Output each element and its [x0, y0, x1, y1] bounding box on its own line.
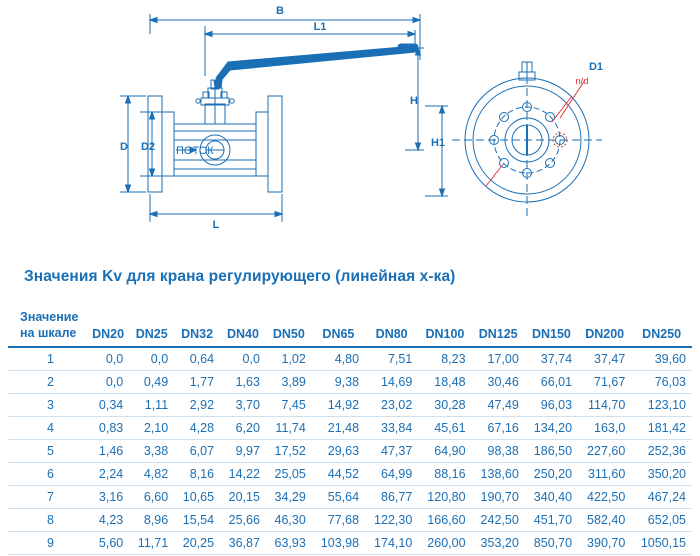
section-title: Значения Kv для крана регулирующего (линейная х-ка)	[24, 268, 456, 285]
cell-value: 1,77	[174, 371, 220, 394]
cell-value: 174,10	[365, 532, 418, 555]
cell-value: 39,60	[631, 348, 692, 371]
cell-value: 123,10	[631, 394, 692, 417]
cell-value: 114,70	[578, 394, 631, 417]
cell-value: 0,0	[87, 371, 129, 394]
column-header-dn200: DN200	[585, 327, 625, 342]
column-header-dn50: DN50	[272, 327, 305, 342]
cell-value: 14,92	[312, 394, 365, 417]
cell-value: 122,30	[365, 509, 418, 532]
column-header-dn100: DN100	[425, 327, 465, 342]
cell-value: 0,0	[129, 348, 174, 371]
cell-value: 311,60	[578, 463, 631, 486]
cell-value: 242,50	[472, 509, 525, 532]
cell-value: 20,25	[174, 532, 220, 555]
cell-value: 2,24	[87, 463, 129, 486]
cell-value: 181,42	[631, 417, 692, 440]
cell-value: 37,74	[525, 348, 578, 371]
cell-value: 120,80	[418, 486, 471, 509]
cell-value: 8,16	[174, 463, 220, 486]
cell-value: 64,99	[365, 463, 418, 486]
cell-value: 138,60	[472, 463, 525, 486]
cell-value: 47,49	[472, 394, 525, 417]
cell-value: 353,20	[472, 532, 525, 555]
cell-value: 9,97	[220, 440, 266, 463]
cell-value: 3,70	[220, 394, 266, 417]
table-row	[8, 463, 692, 486]
cell-value: 186,50	[525, 440, 578, 463]
cell-scale: 5	[8, 440, 87, 463]
cell-scale: 3	[8, 394, 87, 417]
cell-value: 0,83	[87, 417, 129, 440]
column-header-dn80: DN80	[375, 327, 408, 342]
technical-drawing	[0, 0, 700, 246]
cell-value: 23,02	[365, 394, 418, 417]
cell-value: 17,00	[472, 348, 525, 371]
cell-value: 64,90	[418, 440, 471, 463]
cell-value: 11,71	[129, 532, 174, 555]
cell-value: 163,0	[578, 417, 631, 440]
cell-value: 98,38	[472, 440, 525, 463]
cell-value: 20,15	[220, 486, 266, 509]
cell-value: 4,28	[174, 417, 220, 440]
cell-value: 2,92	[174, 394, 220, 417]
cell-value: 3,89	[266, 371, 312, 394]
cell-value: 582,40	[578, 509, 631, 532]
cell-value: 66,01	[525, 371, 578, 394]
table-row	[8, 486, 692, 509]
cell-value: 21,48	[312, 417, 365, 440]
table-row	[8, 348, 692, 371]
cell-value: 8,96	[129, 509, 174, 532]
cell-scale: 4	[8, 417, 87, 440]
cell-scale: 8	[8, 509, 87, 532]
cell-value: 390,70	[578, 532, 631, 555]
cell-value: 3,38	[129, 440, 174, 463]
cell-value: 260,00	[418, 532, 471, 555]
column-header-scale	[8, 310, 87, 346]
cell-value: 5,60	[87, 532, 129, 555]
table-row	[8, 394, 692, 417]
cell-value: 3,16	[87, 486, 129, 509]
dim-label-H: H	[410, 95, 418, 107]
kv-table	[8, 310, 692, 555]
cell-value: 25,66	[220, 509, 266, 532]
cell-value: 0,0	[220, 348, 266, 371]
cell-value: 17,52	[266, 440, 312, 463]
cell-value: 18,48	[418, 371, 471, 394]
cell-value: 0,34	[87, 394, 129, 417]
cell-value: 350,20	[631, 463, 692, 486]
column-header-dn65: DN65	[322, 327, 355, 342]
cell-value: 1,63	[220, 371, 266, 394]
dim-label-n-d: n/d	[575, 76, 589, 87]
column-header-scale-line1: Значение	[20, 310, 79, 324]
column-header-scale-line2: на шкале	[20, 325, 77, 340]
cell-value: 0,64	[174, 348, 220, 371]
column-header-dn32: DN32	[181, 327, 214, 342]
cell-value: 6,60	[129, 486, 174, 509]
table-row	[8, 417, 692, 440]
cell-scale: 2	[8, 371, 87, 394]
kv-table-head	[8, 310, 692, 348]
dim-label-B: B	[276, 5, 284, 17]
cell-value: 7,45	[266, 394, 312, 417]
cell-value: 15,54	[174, 509, 220, 532]
cell-value: 55,64	[312, 486, 365, 509]
column-header-dn25: DN25	[135, 327, 168, 342]
cell-value: 76,03	[631, 371, 692, 394]
cell-value: 77,68	[312, 509, 365, 532]
dim-label-H1: H1	[430, 137, 446, 149]
cell-scale: 6	[8, 463, 87, 486]
cell-value: 1,46	[87, 440, 129, 463]
cell-value: 227,60	[578, 440, 631, 463]
cell-value: 8,23	[418, 348, 471, 371]
cell-value: 7,51	[365, 348, 418, 371]
column-header-dn40: DN40	[226, 327, 259, 342]
cell-value: 0,49	[129, 371, 174, 394]
cell-value: 652,05	[631, 509, 692, 532]
cell-value: 46,30	[266, 509, 312, 532]
cell-value: 6,07	[174, 440, 220, 463]
cell-value: 9,38	[312, 371, 365, 394]
cell-value: 96,03	[525, 394, 578, 417]
cell-value: 30,46	[472, 371, 525, 394]
cell-value: 1,11	[129, 394, 174, 417]
cell-value: 190,70	[472, 486, 525, 509]
cell-value: 29,63	[312, 440, 365, 463]
cell-value: 1050,15	[631, 532, 692, 555]
cell-value: 14,69	[365, 371, 418, 394]
cell-value: 67,16	[472, 417, 525, 440]
column-header-dn250: DN250	[642, 327, 682, 342]
cell-value: 6,20	[220, 417, 266, 440]
cell-value: 4,82	[129, 463, 174, 486]
cell-scale: 9	[8, 532, 87, 555]
cell-value: 4,23	[87, 509, 129, 532]
kv-table-body	[8, 348, 692, 555]
cell-value: 25,05	[266, 463, 312, 486]
cell-value: 88,16	[418, 463, 471, 486]
dim-label-D1: D1	[588, 61, 604, 73]
cell-value: 103,98	[312, 532, 365, 555]
cell-value: 71,67	[578, 371, 631, 394]
cell-value: 14,22	[220, 463, 266, 486]
cell-value: 10,65	[174, 486, 220, 509]
kv-table-wrapper	[8, 310, 692, 555]
cell-value: 44,52	[312, 463, 365, 486]
cell-value: 166,60	[418, 509, 471, 532]
dim-label-L1: L1	[313, 21, 327, 33]
cell-value: 340,40	[525, 486, 578, 509]
column-header-dn20: DN20	[92, 327, 125, 342]
cell-value: 45,61	[418, 417, 471, 440]
cell-value: 63,93	[266, 532, 312, 555]
dim-label-D: D	[120, 141, 128, 153]
cell-value: 134,20	[525, 417, 578, 440]
table-row	[8, 371, 692, 394]
table-header-row	[8, 310, 692, 346]
cell-value: 30,28	[418, 394, 471, 417]
cell-value: 4,80	[312, 348, 365, 371]
cell-value: 1,02	[266, 348, 312, 371]
cell-scale: 7	[8, 486, 87, 509]
table-row	[8, 532, 692, 555]
dim-label-L: L	[212, 219, 220, 231]
cell-value: 36,87	[220, 532, 266, 555]
cell-value: 37,47	[578, 348, 631, 371]
dim-label-D2: D2	[140, 141, 156, 153]
column-header-dn125: DN125	[478, 327, 518, 342]
cell-value: 0,0	[87, 348, 129, 371]
cell-value: 86,77	[365, 486, 418, 509]
cell-value: 422,50	[578, 486, 631, 509]
table-row	[8, 509, 692, 532]
table-row	[8, 440, 692, 463]
cell-value: 850,70	[525, 532, 578, 555]
cell-value: 11,74	[266, 417, 312, 440]
cell-value: 34,29	[266, 486, 312, 509]
column-header-dn150: DN150	[531, 327, 571, 342]
cell-value: 467,24	[631, 486, 692, 509]
flow-label: ПОТОК	[176, 145, 214, 157]
cell-value: 451,70	[525, 509, 578, 532]
cell-value: 250,20	[525, 463, 578, 486]
cell-value: 252,36	[631, 440, 692, 463]
cell-value: 47,37	[365, 440, 418, 463]
cell-scale: 1	[8, 348, 87, 371]
cell-value: 33,84	[365, 417, 418, 440]
cell-value: 2,10	[129, 417, 174, 440]
